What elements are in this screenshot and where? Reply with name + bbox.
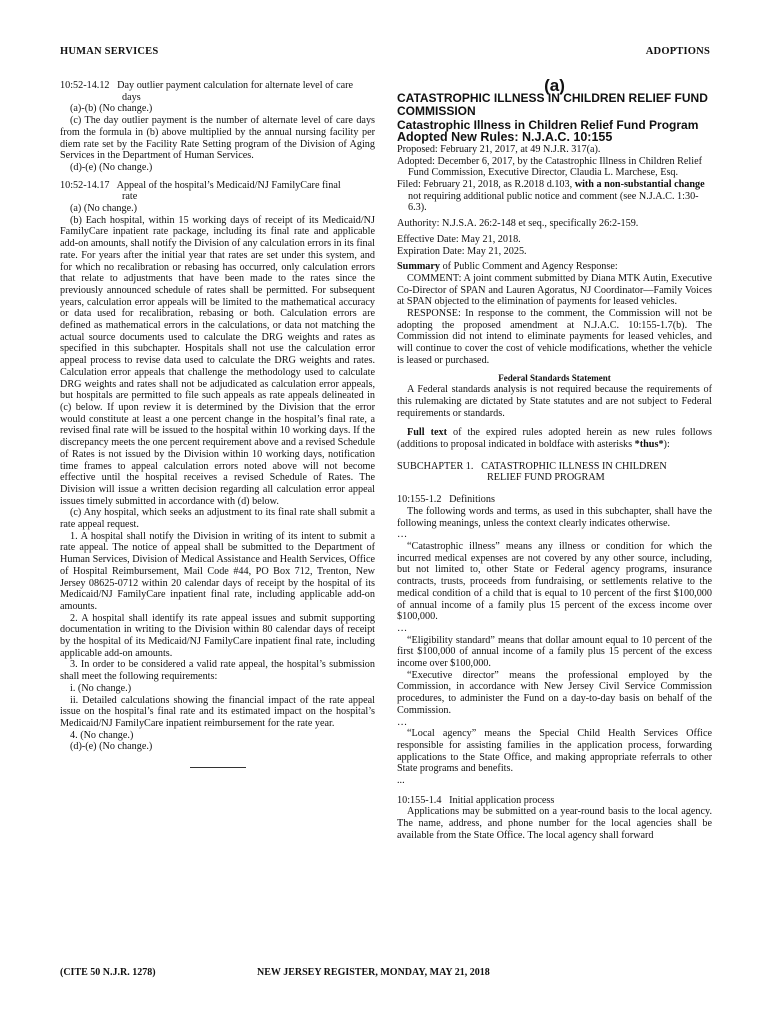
section-number: 10:52-14.17 (60, 179, 110, 191)
section-title-cont: days (122, 91, 141, 103)
section-title-cont: rate (122, 191, 138, 203)
section-heading-14-17 (60, 180, 375, 203)
proposed-line: Proposed: February 21, 2017, at 49 N.J.R. 317(a). (397, 143, 601, 155)
summary-bold: Summary (397, 261, 441, 273)
comment-paragraph: COMMENT: A joint comment submitted by Diana MTK Autin, Executive Co-Director of SPAN and Lauren Agoratus, NJ Coordinator—Family Voices at SPAN objected to the elimination of payments for leased vehicles. (397, 272, 712, 308)
section-title: Definitions (449, 494, 495, 506)
section-number: 10:52-14.12 (60, 80, 110, 91)
running-header-right: ADOPTIONS (645, 46, 710, 57)
section-number: 10:155-1.2 (397, 494, 442, 506)
summary-text: of Public Comment and Agency Response: (440, 261, 618, 273)
paragraph: 3. In order to be considered a valid rate appeal, the hospital’s submission shall meet the following requirements: (60, 659, 375, 683)
ellipsis: … (397, 622, 408, 634)
program-heading: Catastrophic Illness in Children Relief Fund Program (397, 117, 699, 132)
filed-text: Filed: February 21, 2018, as R.2018 d.103, (397, 179, 575, 191)
subchapter-title: CATASTROPHIC ILLNESS IN CHILDREN (481, 460, 667, 472)
full-text-bold: Full text (407, 427, 447, 439)
section-heading-14-12 (60, 80, 375, 103)
paragraph: 1. A hospital shall notify the Division in writing of its intent to submit a rate appeal. The notice of appeal shall be submitted to the Department of Human Services, Division of Medical Assistance and Health Services, Office of Hospital Reimbursement, Mail Code #44, PO Box 712, Trenton, New Jersey 08625-0712 within 20 calendar days of receipt by the hospital of its Medicaid/NJ FamilyCare inpatient final rate, including applicable add-on amounts. (60, 530, 375, 612)
paragraph: (c) The day outlier payment is the number of alternate level of care days from the formula in (b) above multiplied by the annual nursing facility per diem rate set by the Facility Rate Setting program of the Division of Aging Services in the Department of Human Services. (60, 115, 375, 162)
full-text-end: ): (663, 439, 670, 451)
footer-register: NEW JERSEY REGISTER, MONDAY, MAY 21, 2018 (257, 967, 490, 978)
filed-bold: with a non-substantial change (574, 179, 705, 191)
definition-catastrophic: “Catastrophic illness” means any illness or condition for which the incurred medical expenses are not covered by any other source, including, but not limited to, other State or Federal agency programs, insurance contracts, trusts, proceeds from fundraising, or settlements relative to the medical condition of a child that is equal to 10 percent of the first $100,000 of annual income of a family plus 15 percent of the excess income over $100,000. (397, 541, 712, 623)
summary-heading (397, 261, 712, 273)
application-heading (397, 795, 712, 807)
paragraph: (b) Each hospital, within 15 working days of receipt of its Medicaid/NJ FamilyCare inpatient rate package, including its final rate and applicable add-on amounts, shall notify the Division of any calculation errors in its final rate. For years after the initial year that rates are set under this system, and for which no recalibration or rebasing has occurred, only calculation errors that relate to adjustments that have been made to the rates since the previously announced schedule of rates shall be permitted. For subsequent years, calculation error appeals will be limited to the mathematical accuracy or data used for recalibration, rebasing or both. Calculation errors are defined as mathematical errors in the calculations, or data not matching the actual source documents used to calculate the DRG weights and rates as specified in this subchapter. Hospitals shall not use the calculation error appeal process to revise data used to calculate the DRG weights and rates. Calculation error appeals that challenge the methodology used to calculate DRG weights and rates shall not be adjudicated as calculation error appeals, but hospitals are permitted to file such appeals as rate appeals delineated in (c) below. If upon review it is determined by the Division that the error would constitute at least a one percent change in the hospital’s final rate, a revised final rate will be issued to the hospital within 10 working days. If the discrepancy meets the one percent requirement above and a revised Schedule of Rates is not issued by the Division within 10 working days, notification time frames to appeal calculation errors noted above will not become effective until the hospital receives a revised Schedule of Rates. The Division will issue a written decision regarding all calculation error appeal issues timely submitted in accordance with (d) below. (60, 214, 375, 507)
item-letter: (a) (544, 76, 565, 95)
full-text-rest: of the expired rules adopted herein as new rules follows (additions to proposal indicated in boldface with asterisks (397, 427, 713, 451)
right-column (397, 76, 713, 842)
section-number: 10:155-1.4 (397, 794, 442, 806)
federal-standards-heading: Federal Standards Statement (498, 372, 611, 383)
ellipsis: … (397, 716, 408, 728)
subchapter-heading (397, 461, 712, 484)
application-text: Applications may be submitted on a year-round basis to the local agency. The name, address, and phone number for the local agencies shall be available from the State Office. The local agency shall forward (397, 806, 712, 841)
filed-line (397, 179, 712, 214)
definitions-heading (397, 494, 712, 506)
paragraph: (a) (No change.) (70, 203, 138, 215)
agency-heading: CATASTROPHIC ILLNESS IN CHILDREN RELIEF FUND COMMISSION (397, 90, 708, 119)
federal-standards-text: A Federal standards analysis is not required because the requirements of this rulemaking are dictated by State statutes and are not subject to Federal requirements or standards. (397, 384, 712, 419)
definition-eligibility: “Eligibility standard” means that dollar amount equal to 10 percent of the first $100,000 of annual income of a family plus 15 percent of the excess income over $100,000. (397, 634, 712, 670)
paragraph: 2. A hospital shall identify its rate appeal issues and submit supporting documentation in writing to the Division within 80 calendar days of receipt by the hospital of its Medicaid/NJ FamilyCare inpatient final rate, including applicable add-on amounts. (60, 612, 375, 659)
rules-heading: Adopted New Rules: N.J.A.C. 10:155 (397, 130, 613, 145)
paragraph: (d)-(e) (No change.) (70, 161, 153, 173)
paragraph: (a)-(b) (No change.) (70, 103, 153, 115)
definitions-intro: The following words and terms, as used in this subchapter, shall have the following meanings, unless the context clearly indicates otherwise. (397, 505, 712, 529)
section-title: Appeal of the hospital’s Medicaid/NJ FamilyCare final (116, 179, 341, 191)
expiration-line: Expiration Date: May 21, 2025. (397, 245, 527, 257)
running-header-left: HUMAN SERVICES (60, 46, 159, 57)
footer-cite: (CITE 50 N.J.R. 1278) (60, 967, 156, 978)
full-text-intro (397, 427, 712, 450)
ellipsis: … (397, 529, 408, 541)
left-column (60, 80, 375, 768)
paragraph: i. (No change.) (70, 682, 132, 694)
subchapter-number: SUBCHAPTER 1. (397, 460, 474, 472)
effective-line: Effective Date: May 21, 2018. (397, 233, 521, 245)
paragraph: ii. Detailed calculations showing the financial impact of the rate appeal issue on the hospital’s final rate and its estimated impact on the hospital’s Medicaid/NJ FamilyCare inpatient reimbursement for the rate year. (60, 694, 375, 729)
section-title: Day outlier payment calculation for alternate level of care (117, 80, 354, 91)
authority-line: Authority: N.J.S.A. 26:2-148 et seq., specifically 26:2-159. (397, 218, 639, 230)
definition-local-agency: “Local agency” means the Special Child Health Services Office responsible for assisting families in the application process, forwarding applications to the State Office, and making appropriate referrals to other State programs and benefits. (397, 728, 712, 775)
paragraph: (c) Any hospital, which seeks an adjustment to its final rate shall submit a rate appeal request. (60, 507, 375, 531)
paragraph: 4. (No change.) (70, 729, 134, 741)
response-paragraph: RESPONSE: In response to the comment, the Commission will not be adopting the proposed amendment at N.J.A.C. 10:155-1.7(b). The Commission did not intend to eliminate payments for leased vehicles, and will continue to cover the cost of vehicle modifications, whether the vehicle is leased or purchased. (397, 308, 712, 366)
section-title: Initial application process (449, 794, 555, 806)
paragraph: (d)-(e) (No change.) (70, 741, 153, 753)
definition-executive: “Executive director” means the professional employed by the Commission, in accordance with New Jersey Civil Service Commission procedures, to administer the Fund on a day-to-day basis on behalf of the Commission. (397, 669, 712, 716)
thus-bold: *thus* (634, 439, 664, 451)
section-divider (190, 767, 246, 768)
subchapter-title-cont: RELIEF FUND PROGRAM (487, 472, 605, 484)
ellipsis: ... (397, 775, 405, 787)
filed-text-end: not requiring additional public notice and comment (see N.J.A.C. 1:30-6.3). (408, 190, 699, 214)
adopted-line: Adopted: December 6, 2017, by the Catastrophic Illness in Children Relief Fund Commission, Executive Director, Claudia L. Marchese, Esq. (397, 155, 702, 179)
